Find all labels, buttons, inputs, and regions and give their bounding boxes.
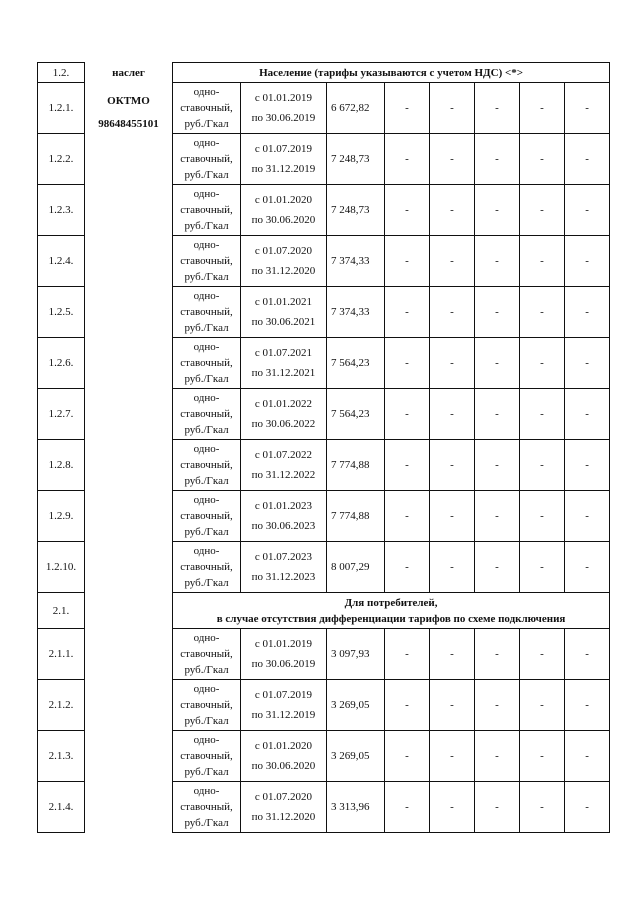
period-cell — [241, 338, 327, 389]
period-to: по 30.06.2020 — [251, 760, 316, 772]
tariff-value: 8 007,29 — [327, 542, 385, 593]
tariff-type-line: руб./Гкал — [184, 169, 229, 181]
period-from: с 01.07.2021 — [254, 347, 313, 359]
period-to: по 30.06.2019 — [251, 658, 316, 670]
tariff-type-line: ставочный, — [180, 306, 233, 318]
section-title-line: в случае отсутствия дифференциации тарифов по схеме подключения — [216, 612, 566, 625]
tariff-type-line: ставочный, — [180, 750, 233, 762]
empty-value-dash: - — [565, 731, 610, 782]
period-from: с 01.07.2019 — [254, 689, 313, 701]
period-to: по 31.12.2023 — [251, 571, 316, 583]
row-number: 1.2.7. — [38, 389, 85, 440]
tariff-type-cell — [173, 629, 241, 680]
tariff-type-line: руб./Гкал — [184, 271, 229, 283]
tariff-type-line: ставочный, — [180, 510, 233, 522]
empty-value-dash: - — [385, 440, 430, 491]
tariff-type-line: руб./Гкал — [184, 220, 229, 232]
period-from: с 01.01.2021 — [254, 296, 313, 308]
empty-value-dash: - — [475, 782, 520, 833]
tariff-type-line: руб./Гкал — [184, 373, 229, 385]
tariff-type-line: руб./Гкал — [184, 577, 229, 589]
empty-value-dash: - — [385, 134, 430, 185]
row-number: 1.2.1. — [38, 83, 85, 134]
empty-value-dash: - — [430, 338, 475, 389]
empty-value-dash: - — [385, 389, 430, 440]
row-number: 1.2.9. — [38, 491, 85, 542]
tariff-value: 7 374,33 — [327, 236, 385, 287]
empty-value-dash: - — [565, 440, 610, 491]
tariff-type-cell — [173, 731, 241, 782]
empty-value-dash: - — [430, 185, 475, 236]
row-number: 1.2.8. — [38, 440, 85, 491]
empty-value-dash: - — [520, 782, 565, 833]
tariff-type-cell — [173, 338, 241, 389]
period-to: по 30.06.2022 — [251, 418, 316, 430]
tariff-type-line: одно- — [193, 392, 220, 404]
empty-value-dash: - — [385, 542, 430, 593]
section-number: 2.1. — [38, 593, 85, 629]
tariff-type-line: ставочный, — [180, 459, 233, 471]
tariff-value: 7 374,33 — [327, 287, 385, 338]
tariff-type-line: ставочный, — [180, 699, 233, 711]
tariff-value: 3 269,05 — [327, 731, 385, 782]
empty-value-dash: - — [520, 491, 565, 542]
period-cell — [241, 389, 327, 440]
empty-value-dash: - — [430, 491, 475, 542]
empty-value-dash: - — [565, 134, 610, 185]
tariff-type-line: одно- — [193, 494, 220, 506]
period-to: по 30.06.2019 — [251, 112, 316, 124]
tariff-type-cell — [173, 287, 241, 338]
tariff-value: 7 564,23 — [327, 338, 385, 389]
tariff-type-cell — [173, 491, 241, 542]
empty-value-dash: - — [475, 680, 520, 731]
empty-value-dash: - — [565, 542, 610, 593]
tariff-type-line: одно- — [193, 545, 220, 557]
empty-value-dash: - — [385, 83, 430, 134]
section-number: 1.2. — [38, 63, 85, 83]
empty-value-dash: - — [520, 185, 565, 236]
period-from: с 01.01.2019 — [254, 92, 313, 104]
row-number: 2.1.4. — [38, 782, 85, 833]
tariff-type-cell — [173, 542, 241, 593]
period-from: с 01.01.2019 — [254, 638, 313, 650]
tariff-type-line: ставочный, — [180, 408, 233, 420]
section-title-line: Население (тарифы указываются с учетом НДС) <*> — [259, 66, 524, 79]
tariff-type-line: руб./Гкал — [184, 526, 229, 538]
tariff-type-cell — [173, 389, 241, 440]
empty-value-dash: - — [385, 491, 430, 542]
tariff-value: 7 564,23 — [327, 389, 385, 440]
org-oktmo-label: ОКТМО — [107, 94, 150, 107]
tariff-type-cell — [173, 782, 241, 833]
empty-value-dash: - — [475, 83, 520, 134]
empty-value-dash: - — [475, 134, 520, 185]
tariff-type-line: руб./Гкал — [184, 715, 229, 727]
empty-value-dash: - — [475, 542, 520, 593]
period-from: с 01.07.2020 — [254, 245, 313, 257]
period-from: с 01.07.2019 — [254, 143, 313, 155]
tariff-type-line: одно- — [193, 341, 220, 353]
section-header-row — [38, 63, 610, 83]
empty-value-dash: - — [430, 629, 475, 680]
org-line-1: наслег — [112, 66, 145, 79]
period-cell — [241, 440, 327, 491]
empty-value-dash: - — [475, 287, 520, 338]
period-from: с 01.07.2022 — [254, 449, 313, 461]
empty-value-dash: - — [475, 236, 520, 287]
empty-value-dash: - — [385, 236, 430, 287]
empty-value-dash: - — [520, 389, 565, 440]
empty-value-dash: - — [520, 338, 565, 389]
empty-value-dash: - — [430, 236, 475, 287]
tariff-value: 7 774,88 — [327, 491, 385, 542]
tariff-type-cell — [173, 236, 241, 287]
tariff-type-cell — [173, 680, 241, 731]
period-cell — [241, 542, 327, 593]
tariff-type-line: ставочный, — [180, 102, 233, 114]
empty-value-dash: - — [385, 731, 430, 782]
empty-value-dash: - — [385, 185, 430, 236]
period-cell — [241, 236, 327, 287]
tariff-type-line: одно- — [193, 734, 220, 746]
tariff-type-line: одно- — [193, 239, 220, 251]
empty-value-dash: - — [565, 680, 610, 731]
tariff-type-cell — [173, 440, 241, 491]
period-to: по 30.06.2020 — [251, 214, 316, 226]
empty-value-dash: - — [565, 629, 610, 680]
tariff-type-line: ставочный, — [180, 204, 233, 216]
empty-value-dash: - — [520, 440, 565, 491]
row-number: 1.2.3. — [38, 185, 85, 236]
empty-value-dash: - — [385, 680, 430, 731]
period-to: по 30.06.2021 — [251, 316, 316, 328]
empty-value-dash: - — [430, 680, 475, 731]
row-number: 1.2.5. — [38, 287, 85, 338]
period-from: с 01.01.2022 — [254, 398, 313, 410]
empty-value-dash: - — [565, 287, 610, 338]
section-title — [173, 593, 610, 629]
tariff-type-line: ставочный, — [180, 153, 233, 165]
row-number: 1.2.10. — [38, 542, 85, 593]
empty-value-dash: - — [520, 134, 565, 185]
empty-value-dash: - — [475, 491, 520, 542]
period-cell — [241, 83, 327, 134]
period-cell — [241, 731, 327, 782]
tariff-value: 7 774,88 — [327, 440, 385, 491]
empty-value-dash: - — [475, 389, 520, 440]
org-oktmo-code: 98648455101 — [98, 117, 159, 130]
period-cell — [241, 491, 327, 542]
period-from: с 01.01.2023 — [254, 500, 313, 512]
period-to: по 31.12.2022 — [251, 469, 316, 481]
period-from: с 01.07.2020 — [254, 791, 313, 803]
empty-value-dash: - — [565, 83, 610, 134]
empty-value-dash: - — [565, 491, 610, 542]
tariff-type-cell — [173, 83, 241, 134]
tariff-type-line: руб./Гкал — [184, 424, 229, 436]
section-title — [173, 63, 610, 83]
empty-value-dash: - — [385, 782, 430, 833]
row-number: 1.2.2. — [38, 134, 85, 185]
period-to: по 30.06.2023 — [251, 520, 316, 532]
tariff-type-line: руб./Гкал — [184, 322, 229, 334]
tariff-type-cell — [173, 185, 241, 236]
section-title-line: Для потребителей, — [344, 596, 438, 609]
period-from: с 01.01.2020 — [254, 740, 313, 752]
tariff-type-line: руб./Гкал — [184, 664, 229, 676]
empty-value-dash: - — [475, 440, 520, 491]
empty-value-dash: - — [475, 629, 520, 680]
tariff-value: 6 672,82 — [327, 83, 385, 134]
empty-value-dash: - — [475, 731, 520, 782]
empty-value-dash: - — [565, 185, 610, 236]
tariff-type-line: одно- — [193, 137, 220, 149]
period-to: по 31.12.2019 — [251, 709, 316, 721]
tariff-type-line: ставочный, — [180, 255, 233, 267]
tariff-type-line: одно- — [193, 632, 220, 644]
tariff-type-line: ставочный, — [180, 648, 233, 660]
empty-value-dash: - — [385, 629, 430, 680]
tariff-table — [37, 62, 610, 833]
period-cell — [241, 185, 327, 236]
empty-value-dash: - — [430, 134, 475, 185]
empty-value-dash: - — [520, 83, 565, 134]
tariff-value: 7 248,73 — [327, 185, 385, 236]
empty-value-dash: - — [385, 287, 430, 338]
tariff-type-line: ставочный, — [180, 561, 233, 573]
tariff-type-line: одно- — [193, 86, 220, 98]
empty-value-dash: - — [520, 236, 565, 287]
row-number: 2.1.1. — [38, 629, 85, 680]
empty-value-dash: - — [565, 338, 610, 389]
empty-value-dash: - — [430, 782, 475, 833]
period-cell — [241, 134, 327, 185]
tariff-type-line: руб./Гкал — [184, 118, 229, 130]
tariff-type-line: руб./Гкал — [184, 817, 229, 829]
tariff-type-line: одно- — [193, 443, 220, 455]
empty-value-dash: - — [430, 440, 475, 491]
tariff-type-line: одно- — [193, 290, 220, 302]
tariff-type-line: одно- — [193, 683, 220, 695]
period-cell — [241, 782, 327, 833]
empty-value-dash: - — [520, 629, 565, 680]
empty-value-dash: - — [430, 542, 475, 593]
period-from: с 01.01.2020 — [254, 194, 313, 206]
tariff-type-line: ставочный, — [180, 801, 233, 813]
empty-value-dash: - — [520, 731, 565, 782]
period-to: по 31.12.2019 — [251, 163, 316, 175]
row-number: 1.2.6. — [38, 338, 85, 389]
period-to: по 31.12.2020 — [251, 811, 316, 823]
row-number: 2.1.2. — [38, 680, 85, 731]
period-to: по 31.12.2021 — [251, 367, 316, 379]
period-cell — [241, 287, 327, 338]
empty-value-dash: - — [430, 287, 475, 338]
tariff-value: 7 248,73 — [327, 134, 385, 185]
period-to: по 31.12.2020 — [251, 265, 316, 277]
empty-value-dash: - — [475, 185, 520, 236]
period-cell — [241, 680, 327, 731]
empty-value-dash: - — [430, 389, 475, 440]
tariff-value: 3 313,96 — [327, 782, 385, 833]
tariff-value: 3 269,05 — [327, 680, 385, 731]
empty-value-dash: - — [565, 782, 610, 833]
tariff-type-line: руб./Гкал — [184, 475, 229, 487]
tariff-type-line: руб./Гкал — [184, 766, 229, 778]
tariff-type-line: одно- — [193, 188, 220, 200]
organization-cell — [85, 63, 173, 833]
empty-value-dash: - — [520, 287, 565, 338]
empty-value-dash: - — [430, 731, 475, 782]
empty-value-dash: - — [565, 236, 610, 287]
tariff-type-line: ставочный, — [180, 357, 233, 369]
empty-value-dash: - — [520, 542, 565, 593]
tariff-type-line: одно- — [193, 785, 220, 797]
empty-value-dash: - — [430, 83, 475, 134]
empty-value-dash: - — [475, 338, 520, 389]
tariff-value: 3 097,93 — [327, 629, 385, 680]
period-cell — [241, 629, 327, 680]
empty-value-dash: - — [385, 338, 430, 389]
tariff-type-cell — [173, 134, 241, 185]
period-from: с 01.07.2023 — [254, 551, 313, 563]
row-number: 2.1.3. — [38, 731, 85, 782]
empty-value-dash: - — [520, 680, 565, 731]
empty-value-dash: - — [565, 389, 610, 440]
row-number: 1.2.4. — [38, 236, 85, 287]
